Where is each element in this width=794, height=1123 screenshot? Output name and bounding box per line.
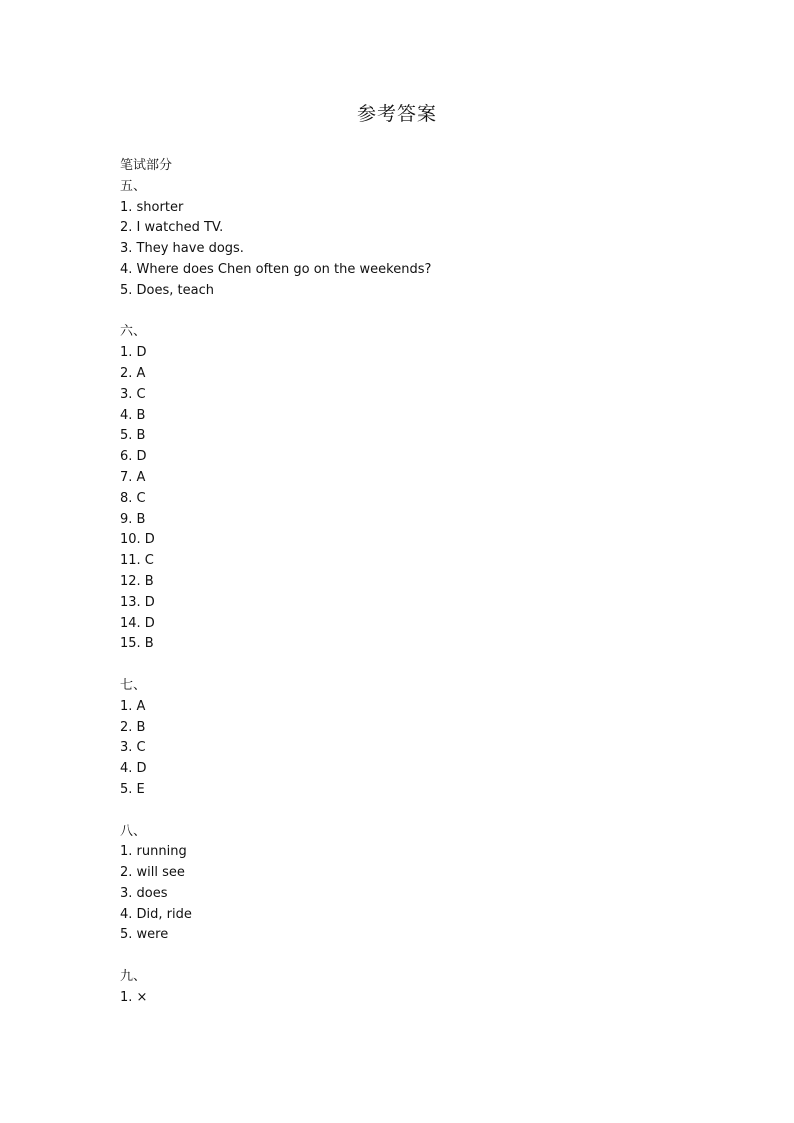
answer-line: 2. A <box>120 365 146 381</box>
answer-line: 1. A <box>120 698 146 714</box>
answer-line: 9. B <box>120 511 146 527</box>
answer-line: 5. E <box>120 781 145 797</box>
section-heading: 五、 <box>120 178 147 194</box>
page-title: 参考答案 <box>356 103 437 125</box>
answer-line: 15. B <box>120 636 154 652</box>
answer-line: 5. were <box>120 927 169 943</box>
answer-line: 11. C <box>120 553 154 569</box>
answer-line: 4. D <box>120 761 147 777</box>
answer-line: 10. D <box>120 532 155 548</box>
answer-line: 2. I watched TV. <box>120 220 224 236</box>
answer-line: 12. B <box>120 573 154 589</box>
answer-line: 3. does <box>120 885 168 901</box>
answer-line: 4. B <box>120 407 146 423</box>
answer-line: 2. will see <box>120 865 185 881</box>
answer-line: 13. D <box>120 594 155 610</box>
section-7 <box>120 676 680 801</box>
answer-line: 14. D <box>120 615 155 631</box>
blank-line <box>120 655 680 676</box>
section-heading: 六、 <box>120 324 147 340</box>
answer-line: 1. D <box>120 345 147 361</box>
section-6 <box>120 322 680 655</box>
answer-line: 5. B <box>120 428 146 444</box>
answer-line: 5. Does, teach <box>120 282 214 298</box>
blank-line <box>120 946 680 967</box>
section-9 <box>120 967 680 1009</box>
answer-line: 1. shorter <box>120 199 184 215</box>
answer-line: 3. C <box>120 386 146 402</box>
answer-line: 4. Did, ride <box>120 906 192 922</box>
section-5 <box>120 177 680 302</box>
answer-line: 2. B <box>120 719 146 735</box>
answer-line: 6. D <box>120 449 147 465</box>
answer-line: 3. C <box>120 740 146 756</box>
answer-line: 1. running <box>120 844 187 860</box>
blank-line <box>120 801 680 822</box>
answer-line: 3. They have dogs. <box>120 241 244 257</box>
blank-line <box>120 302 680 323</box>
answer-line: 8. C <box>120 490 146 506</box>
answer-line: 4. Where does Chen often go on the weekends? <box>120 261 432 277</box>
written-part-label: 笔试部分 <box>120 158 173 173</box>
section-8 <box>120 822 680 947</box>
answer-line: 1. × <box>120 989 148 1005</box>
section-heading: 八、 <box>120 823 147 839</box>
section-heading: 九、 <box>120 969 147 985</box>
answer-content <box>120 156 680 1009</box>
answer-line: 7. A <box>120 469 146 485</box>
section-heading: 七、 <box>120 677 147 693</box>
